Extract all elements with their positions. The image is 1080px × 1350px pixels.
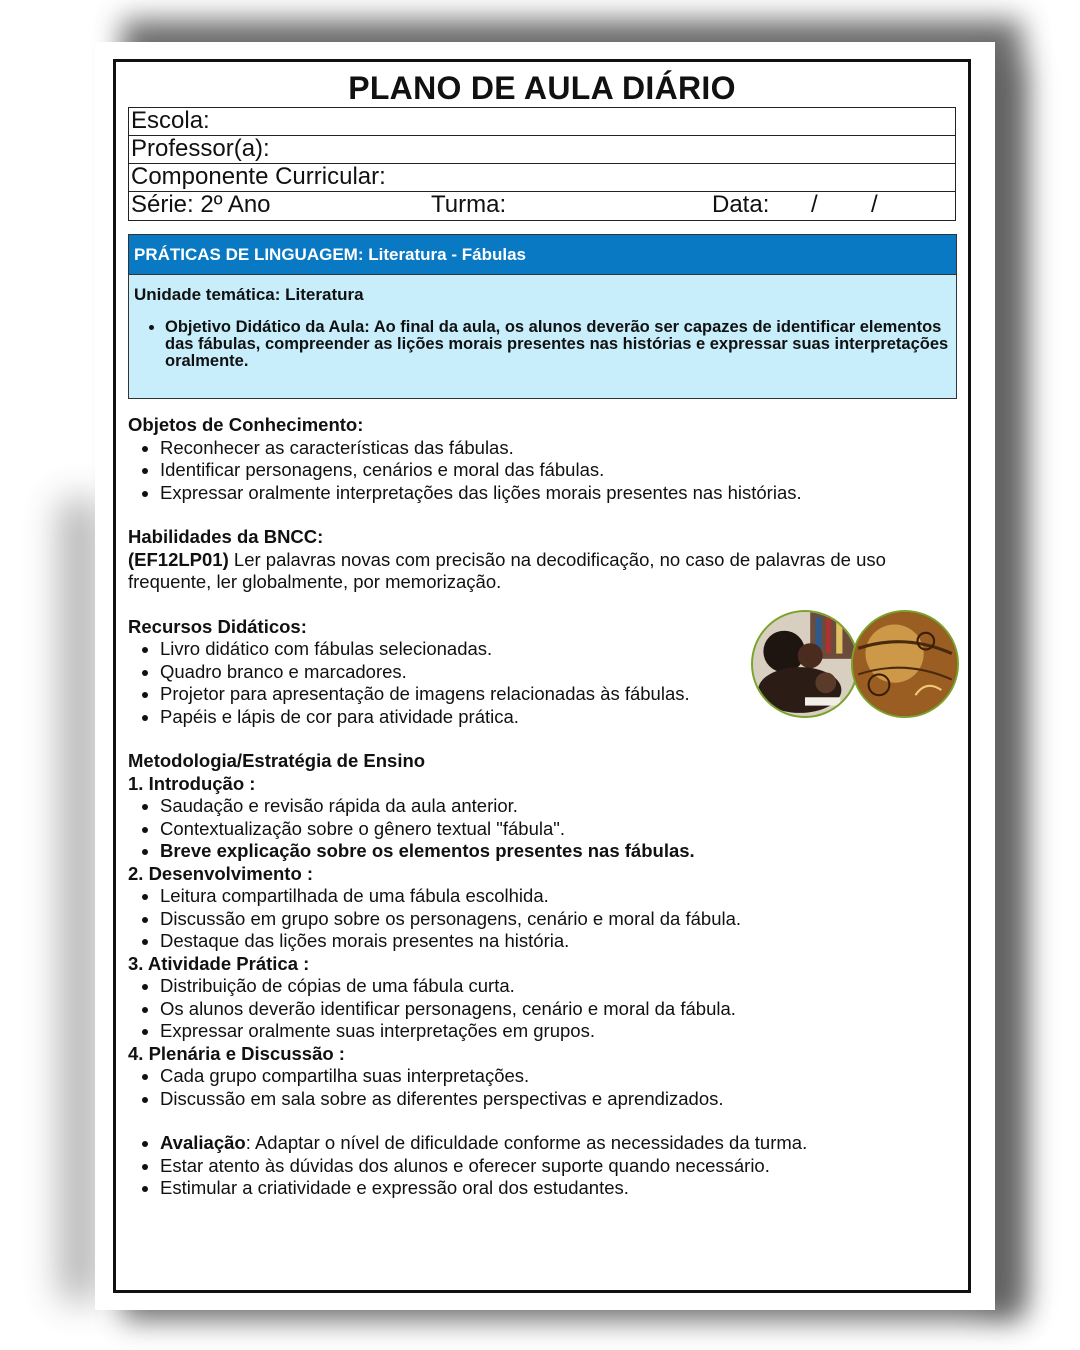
practical-activity-list [128, 975, 958, 1043]
evaluation-list [128, 1132, 958, 1200]
thematic-unit: Unidade temática: Literatura [134, 285, 364, 304]
list-item: • Reconhecer as características das fábulas. [160, 437, 958, 460]
evaluation-item [160, 1132, 958, 1155]
list-item: • Expressar oralmente interpretações das lições morais presentes nas histórias. [160, 482, 958, 505]
knowledge-objects-list [128, 437, 958, 505]
list-item: • Livro didático com fábulas selecionadas. [160, 638, 958, 661]
component-label: Componente Curricular: [131, 163, 386, 190]
list-item: • Destaque das lições morais presentes na história. [160, 930, 958, 953]
school-label: Escola: [131, 107, 210, 134]
development-list [128, 885, 958, 953]
bncc-code: (EF12LP01) [128, 548, 229, 570]
date-label: Data: [712, 191, 770, 218]
list-item: • Papéis e lápis de cor para atividade prática. [160, 706, 958, 729]
page-title: PLANO DE AULA DIÁRIO [348, 70, 736, 106]
list-item: • Estimular a criatividade e expressão oral dos estudantes. [160, 1177, 958, 1200]
list-item: • Cada grupo compartilha suas interpretações. [160, 1065, 958, 1088]
bncc-text: Ler palavras novas com precisão na decodificação, no caso de palavras de uso frequente, ler globalmente, por memorização. [128, 548, 886, 592]
plenary-heading: 4. Plenária e Discussão : [128, 1042, 345, 1064]
teacher-label: Professor(a): [131, 135, 270, 162]
language-practices-panel [128, 234, 957, 399]
identification-table [128, 107, 956, 221]
evaluation-label: Avaliação [160, 1132, 246, 1153]
list-item: • Expressar oralmente suas interpretações em grupos. [160, 1020, 958, 1043]
bncc-skill [128, 549, 958, 594]
bncc-heading: Habilidades da BNCC: [128, 526, 324, 547]
list-item: • Distribuição de cópias de uma fábula curta. [160, 975, 958, 998]
school-row [129, 108, 955, 136]
lesson-content [128, 414, 958, 1200]
list-item: • Os alunos deverão identificar personagens, cenário e moral da fábula. [160, 998, 958, 1021]
list-item: • Discussão em sala sobre as diferentes perspectivas e aprendizados. [160, 1088, 958, 1111]
development-heading: 2. Desenvolvimento : [128, 862, 314, 884]
list-item: • Saudação e revisão rápida da aula anterior. [160, 795, 958, 818]
plenary-list [128, 1065, 958, 1110]
lesson-plan-page [113, 59, 971, 1293]
class-label: Turma: [431, 191, 507, 218]
objective-list [129, 319, 956, 370]
list-item: • Leitura compartilhada de uma fábula escolhida. [160, 885, 958, 908]
evaluation-text: : Adaptar o nível de dificuldade conforme as necessidades da turma. [245, 1132, 808, 1153]
list-item: • Quadro branco e marcadores. [160, 661, 958, 684]
page-shadow-left [60, 500, 100, 1300]
component-row [129, 164, 955, 192]
practical-activity-heading: 3. Atividade Prática : [128, 952, 310, 974]
grade-label: Série: 2º Ano [131, 191, 271, 218]
grade-row [129, 192, 955, 220]
list-item: • Discussão em grupo sobre os personagens, cenário e moral da fábula. [160, 908, 958, 931]
introduction-list [128, 795, 958, 863]
resources-heading: Recursos Didáticos: [128, 615, 307, 637]
list-item: • Breve explicação sobre os elementos presentes nas fábulas. [160, 840, 958, 863]
date-slashes: / / [811, 191, 878, 218]
knowledge-objects-heading: Objetos de Conhecimento: [128, 414, 364, 435]
list-item: • Contextualização sobre o gênero textual "fábula". [160, 818, 958, 841]
list-item: • Identificar personagens, cenários e moral das fábulas. [160, 459, 958, 482]
list-item: • Projetor para apresentação de imagens relacionadas às fábulas. [160, 683, 958, 706]
list-item: • Estar atento às dúvidas dos alunos e oferecer suporte quando necessário. [160, 1155, 958, 1178]
language-practices-header: PRÁTICAS DE LINGUAGEM: Literatura - Fábulas [129, 235, 956, 275]
objective-item: • Objetivo Didático da Aula: Ao final da aula, os alunos deverão ser capazes de identificar elementos das fábulas, compreender as lições morais presentes nas histórias e expressar suas interpretações oralmente. [165, 319, 956, 370]
resources-list [128, 638, 958, 728]
teacher-row [129, 136, 955, 164]
methodology-heading: Metodologia/Estratégia de Ensino [128, 750, 426, 771]
introduction-heading: 1. Introdução : [128, 772, 256, 794]
